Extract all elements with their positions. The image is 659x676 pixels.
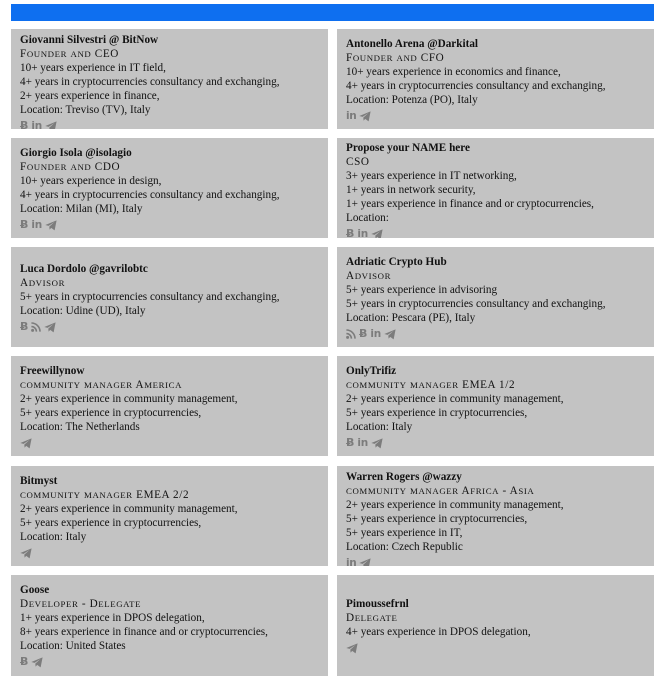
linkedin-icon[interactable]: in xyxy=(31,219,42,231)
telegram-icon[interactable] xyxy=(384,328,396,341)
member-name: Giovanni Silvestri @ BitNow xyxy=(20,34,159,46)
social-icons xyxy=(20,436,319,450)
detail-line: 5+ years in cryptocurrencies consultancy and exchanging, xyxy=(346,298,606,310)
detail-line: 5+ years experience in cryptocurrencies, xyxy=(346,513,528,525)
member-details xyxy=(346,169,645,225)
social-icons xyxy=(346,109,645,123)
bitcoin-icon[interactable]: Ƀ xyxy=(359,327,368,340)
telegram-icon[interactable] xyxy=(20,437,32,450)
telegram-icon[interactable] xyxy=(45,219,57,232)
social-icons xyxy=(20,218,319,232)
detail-line: Location: Italy xyxy=(20,531,87,543)
social-icons xyxy=(346,556,645,566)
detail-line: Location: Pescara (PE), Italy xyxy=(346,312,476,324)
bitcoin-icon[interactable]: Ƀ xyxy=(20,218,29,231)
member-details xyxy=(346,65,645,107)
team-card xyxy=(337,575,654,676)
telegram-icon[interactable] xyxy=(359,110,371,123)
detail-line: 1+ years experience in finance and or cryptocurrencies, xyxy=(346,198,594,210)
team-card xyxy=(11,575,328,676)
team-card xyxy=(337,29,654,129)
social-icons xyxy=(346,436,645,450)
member-role: DEVELOPER - DELEGATE xyxy=(20,598,142,610)
rss-icon[interactable] xyxy=(31,321,41,334)
team-card xyxy=(11,466,328,566)
member-name: Adriatic Crypto Hub xyxy=(346,256,447,268)
telegram-icon[interactable] xyxy=(359,557,371,567)
detail-line: 5+ years experience in cryptocurrencies, xyxy=(20,407,202,419)
telegram-icon[interactable] xyxy=(31,656,43,669)
detail-line: Location: Czech Republic xyxy=(346,541,463,553)
detail-line: 10+ years experience in economics and finance, xyxy=(346,66,561,78)
detail-line: 3+ years experience in IT networking, xyxy=(346,170,517,182)
team-card xyxy=(11,29,328,129)
team-card xyxy=(337,138,654,238)
member-name: Propose your NAME here xyxy=(346,142,470,154)
detail-line: 5+ years in cryptocurrencies consultancy and exchanging, xyxy=(20,291,280,303)
member-role: FOUNDER AND CFO xyxy=(346,52,445,64)
detail-line: 8+ years experience in finance and or cryptocurrencies, xyxy=(20,626,268,638)
team-card xyxy=(337,356,654,456)
member-role: FOUNDER AND CDO xyxy=(20,161,121,173)
team-card xyxy=(11,138,328,238)
rss-icon[interactable] xyxy=(346,328,356,341)
detail-line: 10+ years experience in design, xyxy=(20,175,162,187)
member-name: Luca Dordolo @gavrilobtc xyxy=(20,263,148,275)
member-name: Bitmyst xyxy=(20,475,58,487)
member-details xyxy=(20,61,319,117)
detail-line: Location: Milan (MI), Italy xyxy=(20,203,143,215)
social-icons xyxy=(20,655,319,669)
member-name: Goose xyxy=(20,584,50,596)
detail-line: 1+ years experience in DPOS delegation, xyxy=(20,612,205,624)
detail-line: 2+ years experience in finance, xyxy=(20,90,160,102)
detail-line: Location: The Netherlands xyxy=(20,421,140,433)
detail-line: 1+ years in network security, xyxy=(346,184,476,196)
member-details xyxy=(20,502,319,544)
linkedin-icon[interactable]: in xyxy=(357,437,368,449)
member-details xyxy=(346,498,645,554)
bitcoin-icon[interactable]: Ƀ xyxy=(346,436,355,449)
detail-line: 5+ years experience in cryptocurrencies, xyxy=(346,407,528,419)
detail-line: Location: Potenza (PO), Italy xyxy=(346,94,478,106)
detail-line: 2+ years experience in community management, xyxy=(20,503,238,515)
member-role: COMMUNITY MANAGER AMERICA xyxy=(20,379,183,391)
member-role: ADVISOR xyxy=(20,277,66,289)
team-card xyxy=(337,466,654,566)
member-role: CSO xyxy=(346,156,370,168)
detail-line: Location: Udine (UD), Italy xyxy=(20,305,146,317)
member-role: COMMUNITY MANAGER EMEA 1/2 xyxy=(346,379,516,391)
detail-line: 2+ years experience in community management, xyxy=(346,499,564,511)
member-name: Pimoussefrnl xyxy=(346,598,409,610)
member-role: COMMUNITY MANAGER EMEA 2/2 xyxy=(20,489,190,501)
detail-line: 5+ years experience in IT, xyxy=(346,527,463,539)
header-bar xyxy=(11,4,654,21)
member-name: Antonello Arena @Darkital xyxy=(346,38,479,50)
member-name: Freewillynow xyxy=(20,365,85,377)
telegram-icon[interactable] xyxy=(371,437,383,450)
member-details xyxy=(346,392,645,434)
member-details xyxy=(20,174,319,216)
member-details xyxy=(20,392,319,434)
detail-line: Location: United States xyxy=(20,640,126,652)
linkedin-icon[interactable]: in xyxy=(346,110,357,122)
member-details xyxy=(346,283,645,325)
team-card xyxy=(11,247,328,347)
detail-line: Location: Treviso (TV), Italy xyxy=(20,104,151,116)
member-role: COMMUNITY MANAGER AFRICA - ASIA xyxy=(346,485,535,497)
telegram-icon[interactable] xyxy=(346,642,358,655)
member-name: Warren Rogers @wazzy xyxy=(346,471,462,483)
telegram-icon[interactable] xyxy=(45,120,57,130)
member-role: FOUNDER AND CEO xyxy=(20,48,119,60)
detail-line: Location: Italy xyxy=(346,421,413,433)
detail-line: 10+ years experience in IT field, xyxy=(20,62,166,74)
detail-line: 2+ years experience in community management, xyxy=(346,393,564,405)
member-details xyxy=(20,611,319,653)
social-icons xyxy=(346,227,645,238)
telegram-icon[interactable] xyxy=(44,321,56,334)
member-role: ADVISOR xyxy=(346,270,392,282)
bitcoin-icon[interactable]: Ƀ xyxy=(346,227,355,238)
social-icons xyxy=(20,320,319,334)
telegram-icon[interactable] xyxy=(371,228,383,239)
linkedin-icon[interactable]: in xyxy=(357,228,368,238)
detail-line: 5+ years experience in cryptocurrencies, xyxy=(20,517,202,529)
detail-line: 2+ years experience in community management, xyxy=(20,393,238,405)
social-icons xyxy=(346,641,645,655)
detail-line: 5+ years experience in advisoring xyxy=(346,284,498,296)
linkedin-icon[interactable]: in xyxy=(31,120,42,129)
telegram-icon[interactable] xyxy=(20,547,32,560)
member-details xyxy=(20,290,319,318)
detail-line: 4+ years experience in DPOS delegation, xyxy=(346,626,531,638)
linkedin-icon[interactable]: in xyxy=(346,557,357,566)
member-name: Giorgio Isola @isolagio xyxy=(20,147,132,159)
linkedin-icon[interactable]: in xyxy=(370,328,381,340)
detail-line: 4+ years in cryptocurrencies consultancy and exchanging, xyxy=(20,76,280,88)
member-name: OnlyTrifiz xyxy=(346,365,397,377)
team-card xyxy=(337,247,654,347)
bitcoin-icon[interactable]: Ƀ xyxy=(20,119,29,129)
detail-line: Location: xyxy=(346,212,389,224)
detail-line: 4+ years in cryptocurrencies consultancy and exchanging, xyxy=(20,189,280,201)
social-icons xyxy=(20,119,319,129)
member-role: DELEGATE xyxy=(346,612,398,624)
team-card xyxy=(11,356,328,456)
bitcoin-icon[interactable]: Ƀ xyxy=(20,320,29,333)
bitcoin-icon[interactable]: Ƀ xyxy=(20,655,29,668)
social-icons xyxy=(20,546,319,560)
social-icons xyxy=(346,327,645,341)
detail-line: 4+ years in cryptocurrencies consultancy and exchanging, xyxy=(346,80,606,92)
member-details xyxy=(346,625,645,639)
